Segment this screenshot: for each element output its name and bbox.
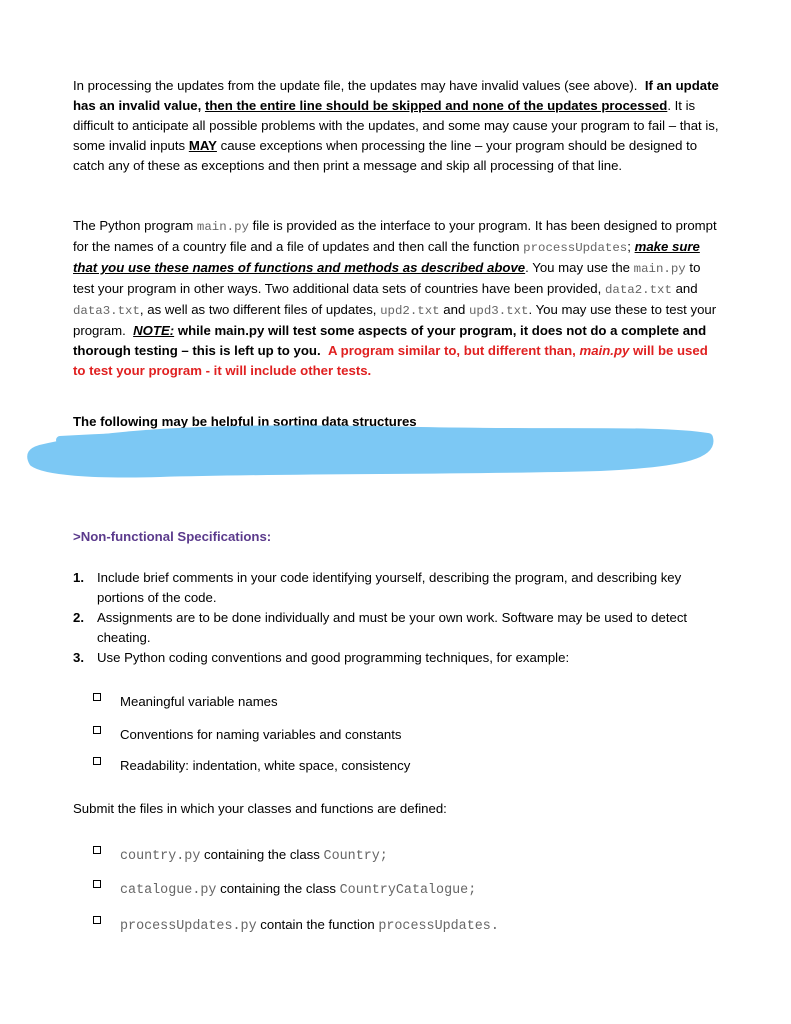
p1-may: MAY: [188, 138, 217, 153]
file-line: [120, 881, 476, 898]
spec-text: Include brief comments in your code identifying yourself, describing the program, and describing key portions of the code.: [97, 570, 682, 605]
p2-text-7: , as well as two different files of updates,: [139, 302, 377, 317]
spec-item: [73, 568, 723, 608]
p2-red-1: A program similar to, but different than,: [327, 343, 576, 358]
file-line: [120, 847, 388, 864]
file-desc: containing the class: [204, 847, 320, 862]
p2-text-3: ;: [627, 239, 631, 254]
p2-text-1: The Python program: [73, 218, 194, 233]
square-bullet-icon: [93, 726, 101, 734]
p2-code-upd2: upd2.txt: [380, 304, 440, 318]
file-name: processUpdates.py: [120, 919, 257, 934]
file-line: [120, 917, 499, 934]
square-bullet-icon: [93, 846, 101, 854]
p2-bold-1: while main.py will test some aspects of your program, it does not do a complete and thorough testing – this is left up to you.: [73, 323, 707, 358]
spec-number: 3.: [73, 650, 84, 665]
p2-code-data2: data2.txt: [604, 283, 672, 297]
p2-code-main-2: main.py: [633, 262, 686, 276]
nonfunctional-heading: >Non-functional Specifications:: [73, 529, 272, 544]
p1-bold-1: If an update has an invalid value,: [73, 78, 719, 113]
square-bullet-icon: [93, 757, 101, 765]
example-text: Conventions for naming variables and constants: [120, 727, 402, 742]
file-desc: contain the function: [260, 917, 375, 932]
file-name: catalogue.py: [120, 883, 217, 898]
p1-text-2: . It is difficult to anticipate all possible problems with the updates, and some may cause your program to fail – that is, some invalid inputs: [73, 98, 719, 153]
p1-bold-underline: then the entire line should be skipped and none of the updates processed: [204, 98, 668, 113]
spec-list: [73, 568, 723, 668]
p1-text-1: In processing the updates from the update file, the updates may have invalid values (see above).: [73, 78, 638, 93]
p2-code-main: main.py: [196, 220, 249, 234]
p2-text-9: . You may use these to test your program.: [73, 302, 717, 338]
sorting-heading: The following may be helpful in sorting data structures: [73, 414, 417, 429]
p1-text-3: cause exceptions when processing the line – your program should be designed to catch any of these as exceptions and then print a message and skip all processing of that line.: [73, 138, 698, 173]
spec-item: [73, 608, 723, 648]
spec-number: 2.: [73, 610, 84, 625]
p2-text-2: file is provided as the interface to your program. It has been designed to prompt for the names of a country file and a file of updates and then call the function: [73, 218, 717, 254]
example-text: Readability: indentation, white space, consistency: [120, 758, 411, 773]
spec-item: [73, 648, 723, 668]
p2-text-5: to test your program in other ways. Two additional data sets of countries have been provided,: [73, 260, 701, 296]
p2-note: NOTE:: [133, 323, 175, 338]
example-text: Meaningful variable names: [120, 694, 278, 709]
file-desc: containing the class: [220, 881, 336, 896]
file-class: processUpdates.: [378, 919, 499, 934]
p2-code-data3: data3.txt: [73, 304, 140, 318]
square-bullet-icon: [93, 693, 101, 701]
p2-code-process: processUpdates: [523, 241, 628, 255]
file-class: CountryCatalogue;: [339, 883, 477, 898]
file-class: Country;: [323, 849, 388, 864]
p2-bold-italic: make sure that you use these names of functions and methods as described above: [73, 239, 700, 275]
p2-text-8: and: [443, 302, 466, 317]
p2-red-2: will be used to test your program - it will include other tests.: [73, 343, 708, 378]
spec-text: Use Python coding conventions and good programming techniques, for example:: [97, 650, 570, 665]
submit-intro: Submit the files in which your classes and functions are defined:: [73, 801, 447, 816]
file-name: country.py: [120, 849, 201, 864]
p2-text-4: . You may use the: [525, 260, 630, 275]
square-bullet-icon: [93, 880, 101, 888]
p2-text-6: and: [675, 281, 698, 296]
p2-red-main: main.py: [579, 343, 630, 358]
spec-text: Assignments are to be done individually and must be your own work. Software may be used to detect cheating.: [97, 610, 688, 645]
p2-code-upd3: upd3.txt: [468, 304, 529, 318]
spec-number: 1.: [73, 570, 84, 585]
square-bullet-icon: [93, 916, 101, 924]
